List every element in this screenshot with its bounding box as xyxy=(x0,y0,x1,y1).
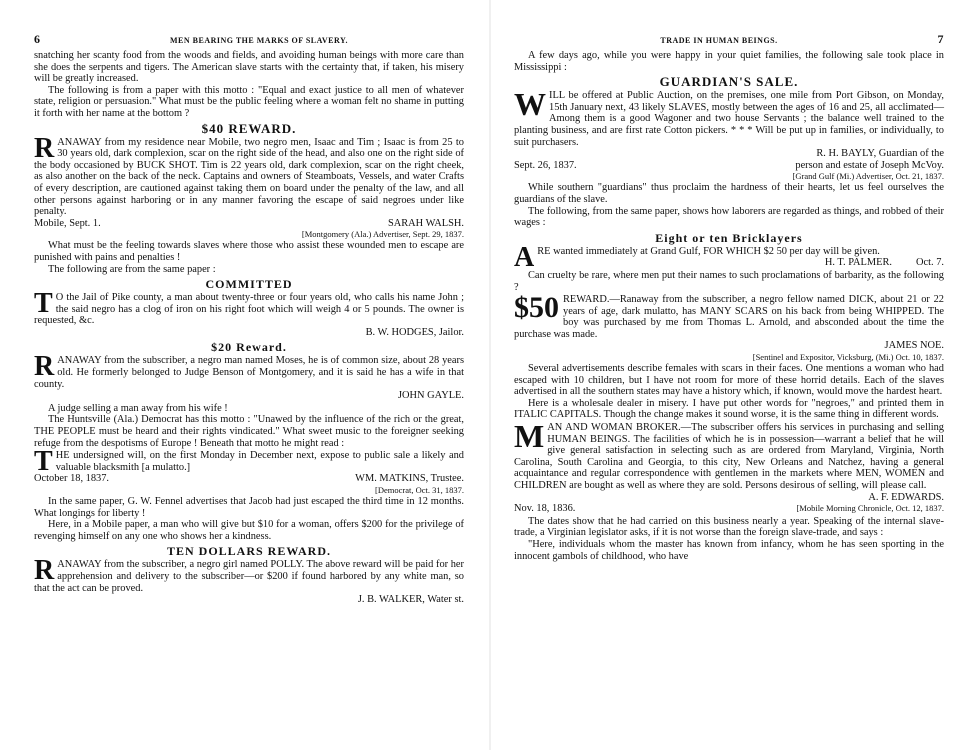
paragraph: Several advertisements describe females with scars in their faces. One mentions a woman who had escaped with 10 children, but I have not room for more of these horrid details. Each of the slaves advertised in all the southern states may have a history which, if known, would move the hardest heart. xyxy=(514,363,944,398)
paragraph: snatching her scanty food from the woods and fields, and avoiding human beings with more care than she does the serpents and tigers. The American slave starts with the certainty that, if taken, his misery will be greatly increased. xyxy=(34,50,464,85)
ad-heading: TEN DOLLARS REWARD. xyxy=(166,544,332,559)
ad-signature xyxy=(514,160,944,172)
ad-signer: person and estate of Joseph McVoy. xyxy=(795,159,944,171)
ad-signer: JAMES NOE. xyxy=(884,340,944,352)
ad-heading: COMMITTED xyxy=(205,277,293,292)
ad-signer: H. T. PALMER. xyxy=(824,257,892,269)
ad-signer: J. B. WALKER, Water st. xyxy=(357,594,464,606)
ad-signer: R. H. BAYLY, Guardian of the xyxy=(816,148,944,160)
running-head: MEN BEARING THE MARKS OF SLAVERY. xyxy=(169,36,349,45)
paragraph: The following are from the same paper : xyxy=(48,263,216,275)
ad-source: [Mobile Morning Chronicle, Oct. 12, 1837. xyxy=(796,503,944,514)
advertisement xyxy=(34,351,464,402)
advertisement xyxy=(34,288,464,338)
drop-cap: R xyxy=(34,351,55,383)
ad-signature xyxy=(34,390,464,402)
ad-signature xyxy=(34,594,464,606)
ad-heading: Eight or ten Bricklayers xyxy=(655,230,803,245)
paragraph: A judge selling a man away from his wife ! xyxy=(48,402,228,414)
ad-signature xyxy=(34,327,464,339)
ad-text: REWARD.—Ranaway from the subscriber, a negro fellow named DICK, about 21 or 22 years of age, dark mulatto, has MANY SCARS on his back from being WHIPPED. The boy was purchased by me from Thomas L. Arnold, and absconded about the time the purchase was made. xyxy=(514,294,944,340)
ad-date: Nov. 18, 1836. xyxy=(514,503,576,515)
paragraph: Here, in a Mobile paper, a man who will give but $10 for a woman, offers $200 for the privilege of revenging himself on any one who shows her a kindness. xyxy=(34,519,464,542)
ad-signature xyxy=(34,218,464,230)
page-number: 6 xyxy=(34,32,41,46)
drop-cap: R xyxy=(34,555,55,587)
page-number: 7 xyxy=(937,32,944,46)
running-head: TRADE IN HUMAN BEINGS. xyxy=(660,36,778,45)
paragraph: A few days ago, while you were happy in your quiet families, the following sale took place in Mississippi : xyxy=(514,50,944,73)
ad-signer: SARAH WALSH. xyxy=(387,217,464,229)
paragraph: In the same paper, G. W. Fennel advertises that Jacob had just escaped the third time in 12 months. What longings for liberty ! xyxy=(34,496,464,519)
advertisement xyxy=(34,555,464,606)
paragraph: The following, from the same paper, shows how laborers are regarded as things, and robbed of their wages : xyxy=(514,205,944,229)
drop-cap: R xyxy=(34,132,55,164)
ad-signer: B. W. HODGES, Jailor. xyxy=(365,326,464,338)
ad-signature xyxy=(514,148,944,160)
advertisement xyxy=(34,446,464,495)
drop-cap: W xyxy=(514,86,546,123)
ad-signature xyxy=(514,492,944,504)
ad-text: ILL be offered at Public Auction, on the premises, one mile from Port Gibson, on Monday, 15th January next, 43 likely SLAVES, mostly between the ages of 16 and 25, all acclimated—Among them is a good Wagoner and two house Servants ; the balance well trained to the planting business, and are first rate Cotton pickers. * * * Will be put up in families, or individually, to suit purchasers. xyxy=(514,90,944,148)
ad-place-date: Mobile, Sept. 1. xyxy=(34,217,101,229)
left-page-header xyxy=(34,32,464,50)
drop-cap: T xyxy=(34,288,53,320)
ad-heading: $20 Reward. xyxy=(211,340,287,355)
ad-text: ANAWAY from my residence near Mobile, two negro men, Isaac and Tim ; Isaac is from 25 to 30 years old, dark complexion, scar on the right side of the head, and also one on the right side of the body occasioned by BUCK SHOT. Tim is 22 years old, dark complexion, scar on the right cheek, as also another on the back of the neck. Captains and owners of Steamboats, Vessels, and water Crafts of every description, are cautioned against taking them on board under the penalty of the law, and all other persons against harboring or in any manner favoring the escape of said negroes under like penalty. xyxy=(34,136,464,218)
ad-text: RE wanted immediately at Grand Gulf, FOR WHICH $2 50 per day will be given. xyxy=(537,245,880,257)
advertisement xyxy=(514,241,944,273)
ad-text: ANAWAY from the subscriber, a negro girl named POLLY. The above reward will be paid for her apprehension and delivery to the subscriber—or $200 if found harbored by any white man, so that the act can be proved. xyxy=(34,559,464,594)
paragraph: While southern "guardians" thus proclaim the hardness of their hearts, let us feel ourselves the guardians of the slave. xyxy=(514,182,944,205)
paragraph: Can cruelty be rare, where men put their names to such proclamations of barbarity, as the following ? xyxy=(514,269,944,293)
ad-text: AN AND WOMAN BROKER.—The subscriber offers his services in purchasing and selling HUMAN BEINGS. The facilities of which he is in possession—warrant a belief that he will give general satisfaction in selecting such as are ordered from Maryland, Virginia, North Carolina, South Carolina and Georgia, to this city, New Orleans and Natchez, having a general acquaintance and regular correspondence with gentlemen in the markets where MEN, WOMEN and CHILDREN are bought as well as where they are sold. Persons desirous of selling, will please call. xyxy=(514,422,944,491)
paragraph: The Huntsville (Ala.) Democrat has this motto : "Unawed by the influence of the rich or the great, THE PEOPLE must be heard and their rights vindicated." What sweet music to the foreigner seeking refuge from the despotisms of Europe ! Beneath that motto he might read : xyxy=(34,414,464,449)
right-page-header xyxy=(514,32,944,50)
ad-date: October 18, 1837. xyxy=(34,473,110,485)
advertisement xyxy=(514,291,944,363)
ad-signer: JOHN GAYLE. xyxy=(397,390,464,402)
advertisement xyxy=(34,132,464,240)
paragraph: What must be the feeling towards slaves where those who assist these wounded men to escape are punished with pains and penalties ! xyxy=(34,240,464,263)
paragraph: "Here, individuals whom the master has known from infancy, whom he has seen sporting in the innocent gambols of childhood, who have xyxy=(514,538,944,562)
drop-cap: M xyxy=(514,418,545,455)
drop-cap: A xyxy=(514,241,535,273)
paragraph: Here is a wholesale dealer in misery. I have put other words for "negroes," and printed them in ITALIC CAPITALS. Though the change makes it sound worse, it is the same thing in different words. xyxy=(514,397,944,421)
advertisement xyxy=(514,86,944,182)
ad-signer: A. F. EDWARDS. xyxy=(868,491,944,503)
ad-heading: GUARDIAN'S SALE. xyxy=(659,74,799,90)
ad-signature xyxy=(537,257,944,269)
ad-source: [Democrat, Oct. 31, 1837. xyxy=(375,485,464,495)
ad-source: [Sentinel and Expositor, Vicksburg, (Mi.) Oct. 10, 1837. xyxy=(752,352,944,363)
advertisement xyxy=(514,418,944,515)
right-page xyxy=(490,0,980,750)
ad-source: [Grand Gulf (Mi.) Advertiser, Oct. 21, 1837. xyxy=(792,171,944,182)
ad-source: [Montgomery (Ala.) Advertiser, Sept. 29, 1837. xyxy=(301,229,464,240)
ad-date: Oct. 7. xyxy=(916,257,944,269)
ad-signer: WM. MATKINS, Trustee. xyxy=(355,473,464,485)
ad-signature xyxy=(514,340,944,352)
paragraph: The dates show that he had carried on this business nearly a year. Speaking of the internal slave-trade, a Virginian legislator asks, if it is not worse than the foreign slave-trade, and says : xyxy=(514,515,944,539)
ad-date: Sept. 26, 1837. xyxy=(514,159,577,171)
ad-text: O the Jail of Pike county, a man about twenty-three or four years old, who calls his name John ; the said negro has a clog of iron on his right foot which will weigh 4 or 5 pounds. The owner is requested, &c. xyxy=(34,292,464,327)
ad-text: ANAWAY from the subscriber, a negro man named Moses, he is of common size, about 28 years old. He formerly belonged to Judge Benson of Montgomery, and it is said he has a wife in that county. xyxy=(34,355,464,390)
ad-signature xyxy=(34,473,464,485)
ad-signature xyxy=(514,503,944,515)
ad-text: HE undersigned will, on the first Monday in December next, expose to public sale a likely and valuable blacksmith [a mulatto.] xyxy=(55,450,464,473)
ad-heading: $40 REWARD. xyxy=(201,120,297,136)
paragraph: The following is from a paper with this motto : "Equal and exact justice to all men of whatever state, religion or persuasion." What must be the public feeling where a woman felt no shame in putting it forth with her name at the bottom ? xyxy=(34,84,464,119)
drop-cap: T xyxy=(34,446,53,478)
ad-price: $50 xyxy=(514,291,559,325)
